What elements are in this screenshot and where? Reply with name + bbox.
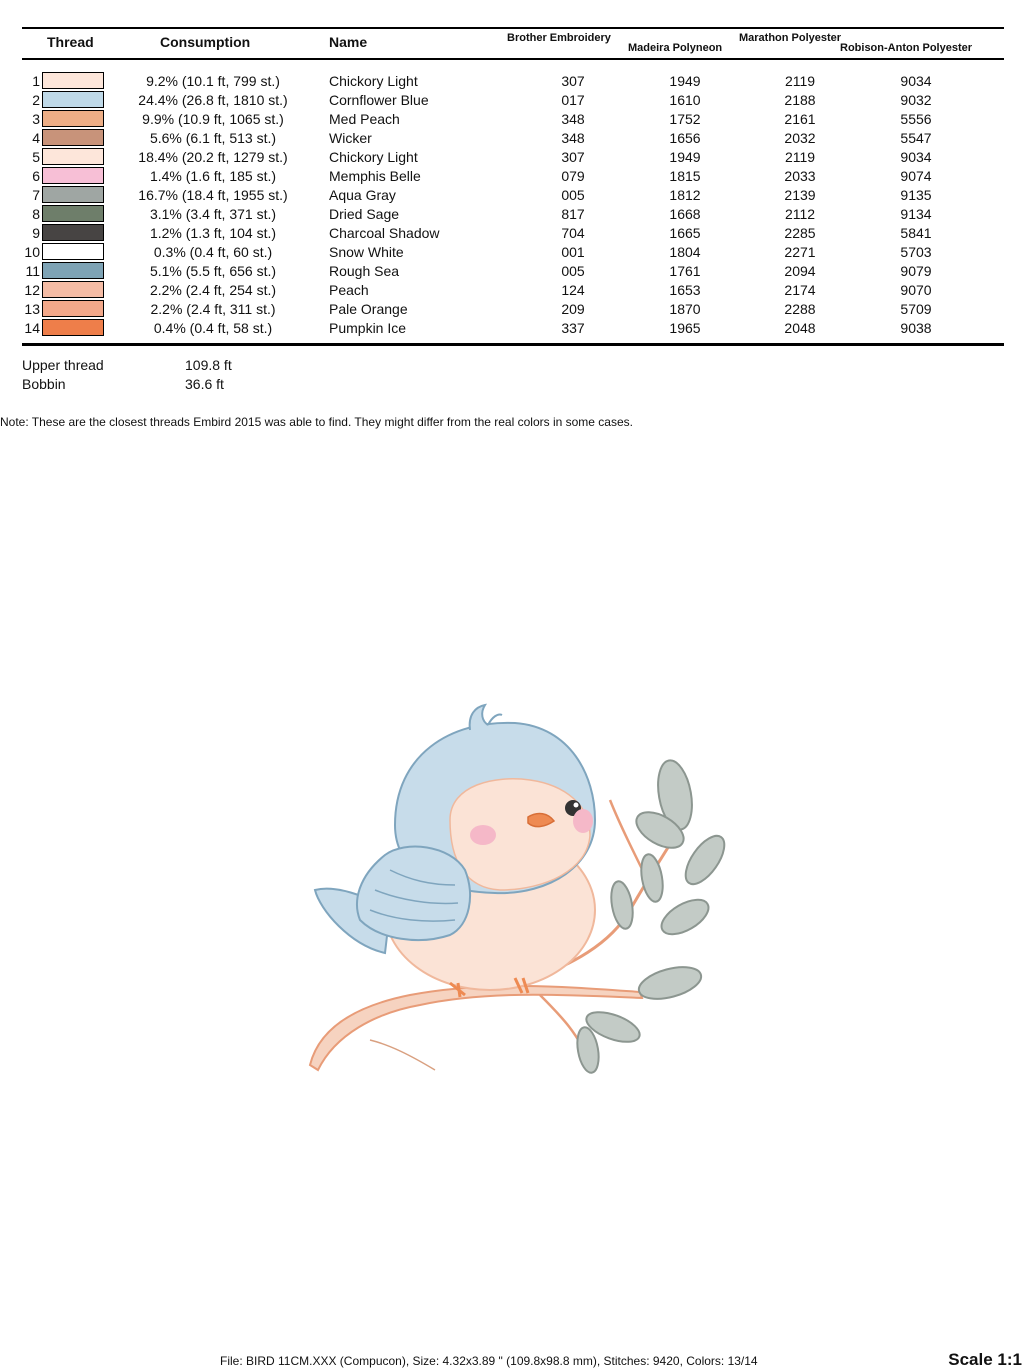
thread-name-cell: Med Peach bbox=[329, 111, 400, 127]
madeira-code-cell: 1949 bbox=[669, 73, 701, 89]
robison-code-cell: 9034 bbox=[900, 149, 932, 165]
table-row bbox=[0, 299, 1024, 318]
consumption-cell: 0.4% (0.4 ft, 58 st.) bbox=[153, 320, 273, 336]
robison-code-cell: 9070 bbox=[900, 282, 932, 298]
consumption-cell: 0.3% (0.4 ft, 60 st.) bbox=[153, 244, 273, 260]
thread-name-cell: Chickory Light bbox=[329, 149, 418, 165]
note-text: Note: These are the closest threads Embird 2015 was able to find. They might differ from the real colors in some cases. bbox=[0, 415, 633, 429]
thread-name-cell: Peach bbox=[329, 282, 369, 298]
consumption-cell: 9.9% (10.9 ft, 1065 st.) bbox=[142, 111, 284, 127]
table-row bbox=[0, 128, 1024, 147]
table-row bbox=[0, 147, 1024, 166]
table-bottom-rule bbox=[22, 343, 1004, 346]
color-swatch bbox=[42, 205, 104, 222]
consumption-cell: 5.6% (6.1 ft, 513 st.) bbox=[149, 130, 277, 146]
robison-code-cell: 5703 bbox=[900, 244, 932, 260]
thread-number: 14 bbox=[24, 320, 40, 336]
robison-code-cell: 9032 bbox=[900, 92, 932, 108]
header-thread: Thread bbox=[47, 34, 94, 50]
consumption-cell: 18.4% (20.2 ft, 1279 st.) bbox=[138, 149, 288, 165]
brother-code-cell: 001 bbox=[561, 244, 585, 260]
brother-code-cell: 005 bbox=[561, 263, 585, 279]
header-name: Name bbox=[329, 34, 368, 50]
color-swatch bbox=[42, 129, 104, 146]
thread-number: 12 bbox=[24, 282, 40, 298]
color-swatch bbox=[42, 319, 104, 336]
consumption-cell: 3.1% (3.4 ft, 371 st.) bbox=[149, 206, 277, 222]
table-row bbox=[0, 90, 1024, 109]
file-info-footer: File: BIRD 11CM.XXX (Compucon), Size: 4.32x3.89 " (109.8x98.8 mm), Stitches: 9420, Colors: 13/14 bbox=[220, 1354, 758, 1368]
marathon-code-cell: 2048 bbox=[784, 320, 816, 336]
brother-code-cell: 307 bbox=[561, 73, 585, 89]
marathon-code-cell: 2033 bbox=[784, 168, 816, 184]
marathon-code-cell: 2032 bbox=[784, 130, 816, 146]
madeira-code-cell: 1752 bbox=[669, 111, 701, 127]
madeira-code-cell: 1965 bbox=[669, 320, 701, 336]
consumption-cell: 16.7% (18.4 ft, 1955 st.) bbox=[138, 187, 288, 203]
color-swatch bbox=[42, 72, 104, 89]
madeira-code-cell: 1804 bbox=[669, 244, 701, 260]
thread-number: 1 bbox=[32, 73, 40, 89]
marathon-code-cell: 2112 bbox=[784, 206, 816, 222]
robison-code-cell: 9034 bbox=[900, 73, 932, 89]
consumption-cell: 2.2% (2.4 ft, 254 st.) bbox=[149, 282, 277, 298]
table-row bbox=[0, 223, 1024, 242]
thread-name-cell: Dried Sage bbox=[329, 206, 400, 222]
brother-code-cell: 704 bbox=[561, 225, 585, 241]
brother-code-cell: 817 bbox=[561, 206, 585, 222]
thread-name-cell: Cornflower Blue bbox=[329, 92, 429, 108]
marathon-code-cell: 2094 bbox=[784, 263, 816, 279]
madeira-code-cell: 1653 bbox=[669, 282, 701, 298]
bird-embroidery-design bbox=[290, 695, 730, 1085]
table-row bbox=[0, 242, 1024, 261]
table-row bbox=[0, 280, 1024, 299]
thread-name-cell: Aqua Gray bbox=[329, 187, 396, 203]
bobbin-label: Bobbin bbox=[22, 376, 66, 392]
marathon-code-cell: 2288 bbox=[784, 301, 816, 317]
brother-code-cell: 307 bbox=[561, 149, 585, 165]
brother-code-cell: 005 bbox=[561, 187, 585, 203]
robison-code-cell: 9135 bbox=[900, 187, 932, 203]
madeira-code-cell: 1761 bbox=[669, 263, 701, 279]
thread-number: 7 bbox=[32, 187, 40, 203]
robison-code-cell: 9079 bbox=[900, 263, 932, 279]
table-top-rule bbox=[22, 27, 1004, 29]
madeira-code-cell: 1610 bbox=[669, 92, 701, 108]
color-swatch bbox=[42, 110, 104, 127]
madeira-code-cell: 1815 bbox=[669, 168, 701, 184]
thread-number: 5 bbox=[32, 149, 40, 165]
color-swatch bbox=[42, 148, 104, 165]
madeira-code-cell: 1656 bbox=[669, 130, 701, 146]
brother-code-cell: 017 bbox=[561, 92, 585, 108]
marathon-code-cell: 2139 bbox=[784, 187, 816, 203]
scale-label: Scale 1:1 bbox=[948, 1350, 1022, 1369]
upper-thread-label: Upper thread bbox=[22, 357, 104, 373]
consumption-cell: 9.2% (10.1 ft, 799 st.) bbox=[146, 73, 280, 89]
table-row bbox=[0, 204, 1024, 223]
consumption-cell: 1.2% (1.3 ft, 104 st.) bbox=[149, 225, 277, 241]
color-swatch bbox=[42, 300, 104, 317]
table-row bbox=[0, 166, 1024, 185]
madeira-code-cell: 1870 bbox=[669, 301, 701, 317]
robison-code-cell: 5841 bbox=[900, 225, 932, 241]
thread-number: 2 bbox=[32, 92, 40, 108]
robison-code-cell: 5709 bbox=[900, 301, 932, 317]
table-row bbox=[0, 318, 1024, 337]
madeira-code-cell: 1668 bbox=[669, 206, 701, 222]
marathon-code-cell: 2119 bbox=[784, 149, 816, 165]
marathon-code-cell: 2188 bbox=[784, 92, 816, 108]
thread-number: 9 bbox=[32, 225, 40, 241]
thread-number: 10 bbox=[24, 244, 40, 260]
thread-number: 8 bbox=[32, 206, 40, 222]
thread-name-cell: Snow White bbox=[329, 244, 404, 260]
bobbin-value: 36.6 ft bbox=[185, 376, 224, 392]
color-swatch bbox=[42, 281, 104, 298]
table-row bbox=[0, 71, 1024, 90]
upper-thread-value: 109.8 ft bbox=[185, 357, 232, 373]
marathon-code-cell: 2161 bbox=[784, 111, 816, 127]
brother-code-cell: 124 bbox=[561, 282, 585, 298]
table-header-rule bbox=[22, 58, 1004, 60]
thread-number: 4 bbox=[32, 130, 40, 146]
brother-code-cell: 079 bbox=[561, 168, 585, 184]
thread-number: 11 bbox=[25, 263, 40, 279]
brother-code-cell: 337 bbox=[561, 320, 585, 336]
bird-wing bbox=[357, 847, 470, 940]
robison-code-cell: 5556 bbox=[900, 111, 932, 127]
color-swatch bbox=[42, 167, 104, 184]
madeira-code-cell: 1812 bbox=[669, 187, 701, 203]
consumption-cell: 24.4% (26.8 ft, 1810 st.) bbox=[138, 92, 288, 108]
robison-code-cell: 9074 bbox=[900, 168, 932, 184]
consumption-cell: 2.2% (2.4 ft, 311 st.) bbox=[150, 301, 276, 317]
robison-code-cell: 9038 bbox=[900, 320, 932, 336]
thread-name-cell: Memphis Belle bbox=[329, 168, 421, 184]
consumption-cell: 1.4% (1.6 ft, 185 st.) bbox=[149, 168, 277, 184]
thread-name-cell: Wicker bbox=[329, 130, 372, 146]
header-brother: Brother Embroidery bbox=[507, 32, 611, 44]
header-robison: Robison-Anton Polyester bbox=[840, 42, 973, 54]
madeira-code-cell: 1949 bbox=[669, 149, 701, 165]
table-row bbox=[0, 185, 1024, 204]
table-row bbox=[0, 261, 1024, 280]
consumption-cell: 5.1% (5.5 ft, 656 st.) bbox=[149, 263, 277, 279]
color-swatch bbox=[42, 243, 104, 260]
thread-number: 3 bbox=[32, 111, 40, 127]
color-swatch bbox=[42, 224, 104, 241]
marathon-code-cell: 2271 bbox=[784, 244, 816, 260]
brother-code-cell: 209 bbox=[561, 301, 585, 317]
leaves bbox=[574, 758, 730, 1075]
madeira-code-cell: 1665 bbox=[669, 225, 701, 241]
brother-code-cell: 348 bbox=[561, 111, 585, 127]
thread-name-cell: Pumpkin Ice bbox=[329, 320, 407, 336]
thread-number: 13 bbox=[24, 301, 40, 317]
thread-name-cell: Chickory Light bbox=[329, 73, 418, 89]
brother-code-cell: 348 bbox=[561, 130, 585, 146]
marathon-code-cell: 2174 bbox=[784, 282, 816, 298]
thread-number: 6 bbox=[32, 168, 40, 184]
header-marathon: Marathon Polyester bbox=[739, 32, 842, 44]
color-swatch bbox=[42, 91, 104, 108]
color-swatch bbox=[42, 262, 104, 279]
thread-name-cell: Rough Sea bbox=[329, 263, 400, 279]
thread-name-cell: Charcoal Shadow bbox=[329, 225, 440, 241]
marathon-code-cell: 2285 bbox=[784, 225, 816, 241]
marathon-code-cell: 2119 bbox=[784, 73, 816, 89]
header-consumption: Consumption bbox=[160, 34, 251, 50]
color-swatch bbox=[42, 186, 104, 203]
header-madeira: Madeira Polyneon bbox=[628, 42, 723, 54]
robison-code-cell: 9134 bbox=[900, 206, 932, 222]
robison-code-cell: 5547 bbox=[900, 130, 932, 146]
thread-name-cell: Pale Orange bbox=[329, 301, 408, 317]
table-row bbox=[0, 109, 1024, 128]
